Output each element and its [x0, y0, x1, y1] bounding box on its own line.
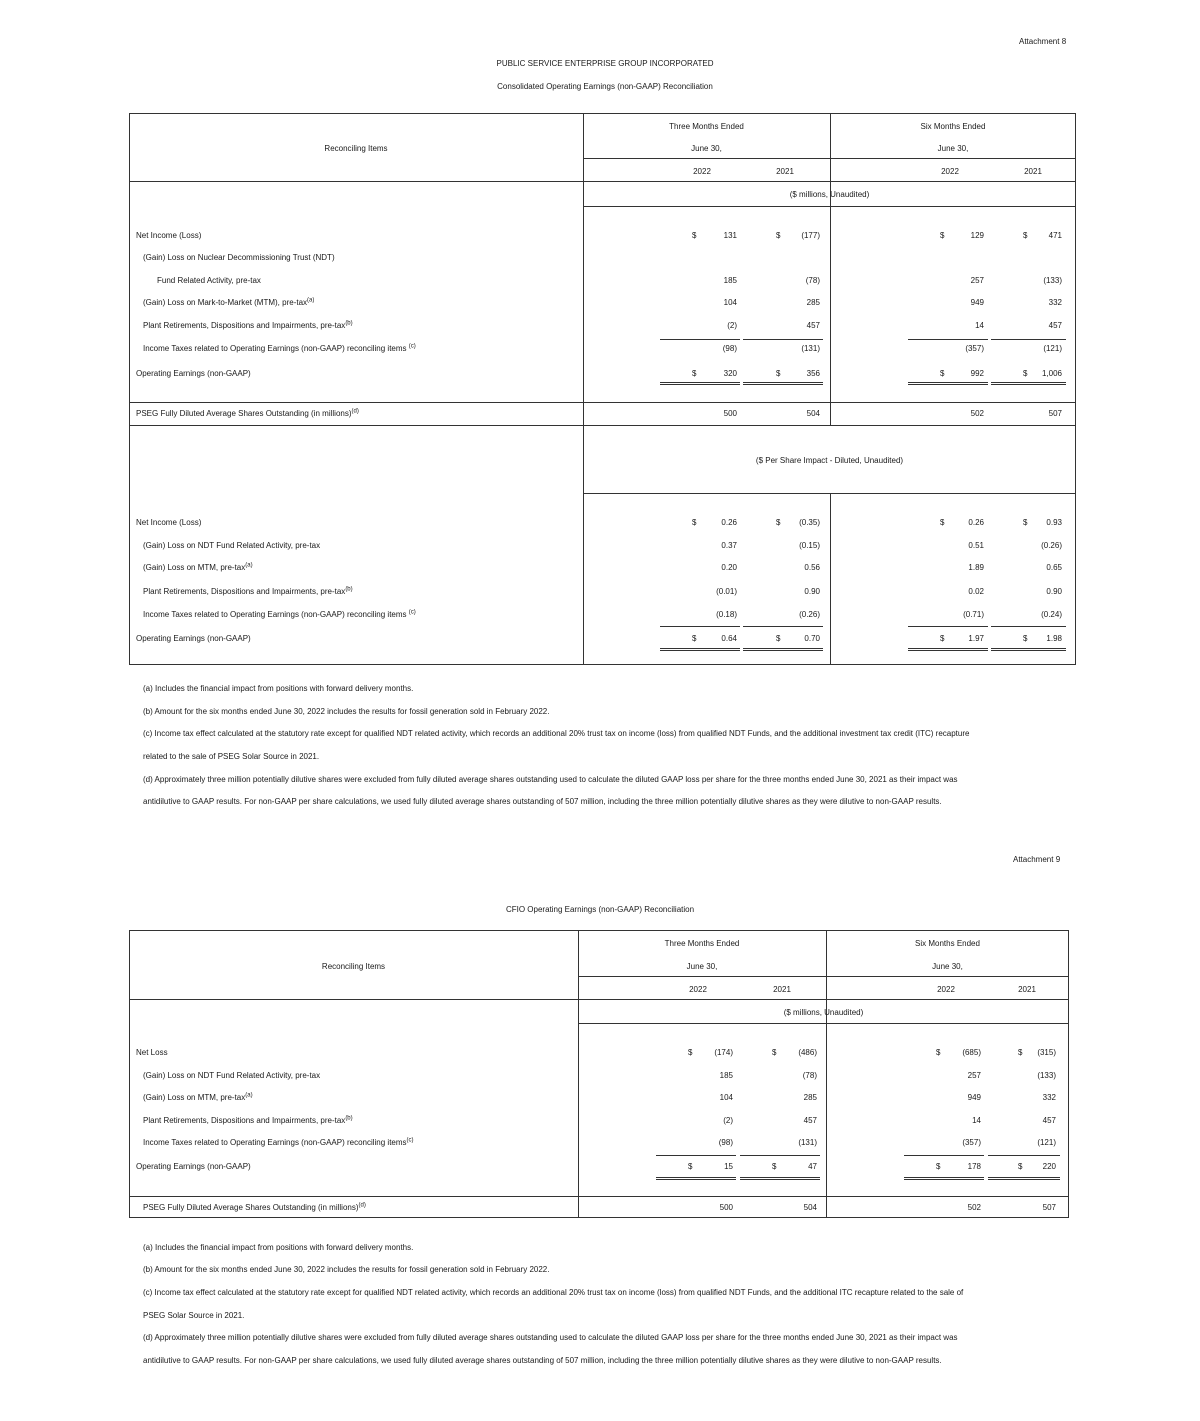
period-divider — [830, 493, 831, 665]
row-label — [143, 321, 353, 330]
dollar-sign: $ — [1023, 518, 1028, 527]
total-double-rule — [743, 648, 823, 651]
year-header: 2022 — [937, 985, 955, 994]
row-label-text: Plant Retirements, Dispositions and Impairments, pre-tax — [143, 587, 346, 596]
value-cell: 0.26 — [721, 518, 737, 527]
row-label-text: PSEG Fully Diluted Average Shares Outstanding (in millions) — [143, 1203, 359, 1212]
six-months-date: June 30, — [932, 962, 963, 971]
dollar-sign: $ — [692, 231, 697, 240]
value-cell: (78) — [805, 276, 820, 285]
units-label: ($ Per Share Impact - Diluted, Unaudited) — [755, 456, 904, 465]
value-cell: 502 — [970, 409, 984, 418]
value-cell: 285 — [806, 298, 820, 307]
footnote-marker: (a) — [245, 1092, 253, 1099]
subtotal-rule — [988, 1155, 1060, 1156]
header-rule — [583, 206, 1076, 207]
attachment-8-label: Attachment 8 — [1019, 37, 1067, 46]
section-rule — [129, 402, 1076, 403]
dollar-sign: $ — [776, 231, 781, 240]
three-months-header: Three Months Ended — [664, 939, 740, 948]
footnote-line: antidilutive to GAAP results. For non-GAAP per share calculations, we used fully diluted average shares outstanding of 507 million, including the three million potentially dilutive shares as they were dilutive to non-GAAP results. — [143, 797, 942, 806]
value-cell: 457 — [1048, 321, 1062, 330]
dollar-sign: $ — [1018, 1048, 1023, 1057]
footnote-line: (d) Approximately three million potentially dilutive shares were excluded from fully diluted average shares outstanding used to calculate the diluted GAAP loss per share for the three months ended June 30, 2021 as their impact was — [143, 775, 958, 784]
value-cell: (121) — [1043, 344, 1062, 353]
value-cell: 992 — [970, 369, 984, 378]
value-cell: 0.26 — [968, 518, 984, 527]
subtotal-rule — [908, 626, 988, 627]
value-cell: 457 — [803, 1116, 817, 1125]
value-cell: 14 — [975, 321, 984, 330]
value-cell: 502 — [967, 1203, 981, 1212]
section-rule — [129, 1196, 1069, 1197]
row-label-text: (Gain) Loss on MTM, pre-tax — [143, 1093, 246, 1102]
row-label — [136, 1048, 168, 1057]
row-label — [136, 409, 359, 418]
dollar-sign: $ — [940, 634, 945, 643]
row-label — [143, 1093, 253, 1102]
subtotal-rule — [656, 1155, 736, 1156]
row-label-text: Income Taxes related to Operating Earnings (non-GAAP) reconciling items — [143, 344, 409, 353]
value-cell: 504 — [803, 1203, 817, 1212]
value-cell: 1.98 — [1046, 634, 1062, 643]
total-double-rule — [660, 382, 740, 385]
subtotal-rule — [904, 1155, 984, 1156]
row-label — [143, 344, 416, 353]
reconciling-items-header: Reconciling Items — [321, 962, 386, 971]
footnote-marker: (a) — [245, 562, 253, 569]
value-cell: (0.26) — [799, 610, 820, 619]
row-label-text: Income Taxes related to Operating Earnings (non-GAAP) reconciling items — [143, 1138, 407, 1147]
row-label-text: Operating Earnings (non-GAAP) — [136, 369, 251, 378]
value-cell: 131 — [723, 231, 737, 240]
footnote-line: (c) Income tax effect calculated at the statutory rate except for qualified NDT related activity, which records an additional 20% trust tax on income (loss) from qualified NDT Funds, and the additional ITC recapture related to the sale of — [143, 1288, 964, 1297]
row-label-text: (Gain) Loss on MTM, pre-tax — [143, 563, 246, 572]
dollar-sign: $ — [1023, 231, 1028, 240]
subtotal-rule — [991, 626, 1066, 627]
value-cell: 332 — [1042, 1093, 1056, 1102]
subtotal-rule — [743, 626, 823, 627]
value-cell: 0.51 — [968, 541, 984, 550]
dollar-sign: $ — [688, 1162, 693, 1171]
dollar-sign: $ — [936, 1162, 941, 1171]
footnote-marker: (b) — [345, 1115, 353, 1122]
value-cell: 949 — [967, 1093, 981, 1102]
attachment-9-label: Attachment 9 — [1013, 855, 1061, 864]
year-header: 2021 — [773, 985, 791, 994]
row-label — [143, 541, 320, 550]
row-label-text: Net Income (Loss) — [136, 231, 202, 240]
table-subtitle: CFIO Operating Earnings (non-GAAP) Reconciliation — [505, 905, 695, 914]
value-cell: 14 — [972, 1116, 981, 1125]
subtotal-rule — [660, 626, 740, 627]
row-label-text: PSEG Fully Diluted Average Shares Outstanding (in millions) — [136, 409, 352, 418]
dollar-sign: $ — [776, 518, 781, 527]
footnote-line: (a) Includes the financial impact from positions with forward delivery months. — [143, 1243, 414, 1252]
year-header: 2021 — [776, 167, 794, 176]
row-label-text: (Gain) Loss on NDT Fund Related Activity, pre-tax — [143, 541, 321, 550]
subtotal-rule — [740, 1155, 820, 1156]
value-cell: 507 — [1042, 1203, 1056, 1212]
dollar-sign: $ — [940, 231, 945, 240]
value-cell: (0.15) — [799, 541, 820, 550]
value-cell: 0.65 — [1046, 563, 1062, 572]
row-label — [143, 253, 335, 262]
row-label-text: Income Taxes related to Operating Earnings (non-GAAP) reconciling items — [143, 610, 409, 619]
row-label-text: Plant Retirements, Dispositions and Impairments, pre-tax — [143, 321, 346, 330]
footnote-marker: (a) — [307, 297, 315, 304]
company-title: PUBLIC SERVICE ENTERPRISE GROUP INCORPORATED — [496, 59, 714, 68]
period-divider — [830, 206, 831, 402]
total-double-rule — [988, 1177, 1060, 1180]
dollar-sign: $ — [936, 1048, 941, 1057]
value-cell: (357) — [962, 1138, 981, 1147]
value-cell: (0.26) — [1041, 541, 1062, 550]
total-double-rule — [991, 648, 1066, 651]
value-cell: 185 — [723, 276, 737, 285]
row-label — [136, 634, 251, 643]
value-cell: (174) — [714, 1048, 733, 1057]
total-double-rule — [904, 1177, 984, 1180]
total-double-rule — [908, 648, 988, 651]
value-cell: 285 — [803, 1093, 817, 1102]
footnote-marker: (c) — [408, 609, 416, 616]
value-cell: (98) — [718, 1138, 733, 1147]
value-cell: 1.89 — [968, 563, 984, 572]
value-cell: (98) — [722, 344, 737, 353]
dollar-sign: $ — [692, 634, 697, 643]
footnote-marker: (c) — [408, 343, 416, 350]
row-label — [143, 587, 353, 596]
value-cell: (78) — [802, 1071, 817, 1080]
value-cell: (133) — [1037, 1071, 1056, 1080]
row-label — [143, 1071, 320, 1080]
subtotal-rule — [660, 339, 740, 340]
value-cell: (0.24) — [1041, 610, 1062, 619]
value-cell: 0.90 — [1046, 587, 1062, 596]
value-cell: 0.37 — [721, 541, 737, 550]
total-double-rule — [908, 382, 988, 385]
value-cell: 471 — [1048, 231, 1062, 240]
row-label-text: Plant Retirements, Dispositions and Impairments, pre-tax — [143, 1116, 346, 1125]
table-subtitle: Consolidated Operating Earnings (non-GAAP) Reconciliation — [497, 82, 713, 91]
dollar-sign: $ — [940, 518, 945, 527]
value-cell: 104 — [723, 298, 737, 307]
footnote-line: PSEG Solar Source in 2021. — [143, 1311, 245, 1320]
value-cell: (133) — [1043, 276, 1062, 285]
value-cell: (0.35) — [799, 518, 820, 527]
header-rule — [583, 158, 1076, 159]
total-double-rule — [660, 648, 740, 651]
subtotal-rule — [908, 339, 988, 340]
value-cell: 104 — [719, 1093, 733, 1102]
year-header: 2022 — [693, 167, 711, 176]
value-cell: 0.56 — [804, 563, 820, 572]
value-cell: (2) — [727, 321, 737, 330]
row-label — [136, 518, 201, 527]
total-double-rule — [743, 382, 823, 385]
footnote-marker: (d) — [358, 1202, 366, 1209]
six-months-date: June 30, — [937, 144, 969, 153]
value-cell: 0.90 — [804, 587, 820, 596]
value-cell: 0.70 — [804, 634, 820, 643]
value-cell: 500 — [719, 1203, 733, 1212]
value-cell: (2) — [723, 1116, 733, 1125]
row-label — [136, 231, 201, 240]
three-months-date: June 30, — [691, 144, 722, 153]
value-cell: 257 — [970, 276, 984, 285]
row-label-text: Net Loss — [136, 1048, 168, 1057]
dollar-sign: $ — [692, 369, 697, 378]
value-cell: 0.93 — [1046, 518, 1062, 527]
units-label: ($ millions, Unaudited) — [783, 1008, 864, 1017]
three-months-date: June 30, — [686, 962, 718, 971]
row-label — [136, 1162, 251, 1171]
six-months-header: Six Months Ended — [915, 939, 980, 948]
subtotal-rule — [991, 339, 1066, 340]
value-cell: 220 — [1042, 1162, 1056, 1171]
total-double-rule — [991, 382, 1066, 385]
dollar-sign: $ — [1023, 634, 1028, 643]
dollar-sign: $ — [772, 1048, 777, 1057]
value-cell: (0.01) — [716, 587, 737, 596]
row-label-text: Fund Related Activity, pre-tax — [157, 276, 261, 285]
footnote-line: (c) Income tax effect calculated at the statutory rate except for qualified NDT related activity, which records an additional 20% trust tax on income (loss) from qualified NDT Funds, and the additional investment tax credit (ITC) recapture — [143, 729, 970, 738]
value-cell: (315) — [1037, 1048, 1056, 1057]
year-header: 2021 — [1018, 985, 1036, 994]
row-label — [143, 610, 416, 619]
footnote-marker: (b) — [345, 586, 353, 593]
six-months-header: Six Months Ended — [920, 122, 986, 131]
subtotal-rule — [743, 339, 823, 340]
row-label-text: Operating Earnings (non-GAAP) — [136, 634, 251, 643]
value-cell: (177) — [801, 231, 820, 240]
dollar-sign: $ — [772, 1162, 777, 1171]
dollar-sign: $ — [776, 369, 781, 378]
value-cell: (121) — [1037, 1138, 1056, 1147]
row-label-text: (Gain) Loss on Nuclear Decommissioning Trust (NDT) — [143, 253, 335, 262]
row-label-text: (Gain) Loss on NDT Fund Related Activity, pre-tax — [143, 1071, 321, 1080]
value-cell: 0.02 — [968, 587, 984, 596]
value-cell: 356 — [806, 369, 820, 378]
footnote-line: (b) Amount for the six months ended June 30, 2022 includes the results for fossil generation sold in February 2022. — [143, 1265, 550, 1274]
dollar-sign: $ — [1023, 369, 1028, 378]
period-divider — [826, 1196, 827, 1218]
row-label — [143, 1116, 353, 1125]
value-cell: 320 — [723, 369, 737, 378]
year-header: 2022 — [941, 167, 959, 176]
value-cell: (131) — [798, 1138, 817, 1147]
row-label-text: (Gain) Loss on Mark-to-Market (MTM), pre-tax — [143, 298, 308, 307]
value-cell: 949 — [970, 298, 984, 307]
total-double-rule — [740, 1177, 820, 1180]
value-cell: 504 — [806, 409, 820, 418]
footnote-marker: (c) — [406, 1137, 414, 1144]
value-cell: 0.20 — [721, 563, 737, 572]
header-rule — [129, 999, 1069, 1000]
dollar-sign: $ — [1018, 1162, 1023, 1171]
value-cell: 1.97 — [968, 634, 984, 643]
value-cell: 15 — [724, 1162, 733, 1171]
value-cell: 129 — [970, 231, 984, 240]
year-header: 2021 — [1024, 167, 1042, 176]
row-label — [143, 563, 253, 572]
row-label — [143, 1203, 366, 1212]
row-label — [136, 369, 251, 378]
footnote-line: related to the sale of PSEG Solar Source in 2021. — [143, 752, 320, 761]
period-divider — [826, 1023, 827, 1196]
value-cell: 500 — [723, 409, 737, 418]
header-rule — [129, 181, 1076, 182]
value-cell: (357) — [965, 344, 984, 353]
value-cell: 457 — [806, 321, 820, 330]
footnote-marker: (d) — [351, 408, 359, 415]
value-cell: (0.18) — [716, 610, 737, 619]
row-label — [143, 1138, 414, 1147]
value-cell: 1,006 — [1041, 369, 1062, 378]
row-label — [143, 298, 314, 307]
value-cell: 257 — [967, 1071, 981, 1080]
value-cell: (685) — [962, 1048, 981, 1057]
value-cell: 332 — [1048, 298, 1062, 307]
value-cell: (486) — [798, 1048, 817, 1057]
row-label — [157, 276, 261, 285]
three-months-header: Three Months Ended — [669, 122, 744, 131]
value-cell: 185 — [719, 1071, 733, 1080]
section-rule — [129, 425, 1076, 426]
footnote-marker: (b) — [345, 320, 353, 327]
footnote-line: (b) Amount for the six months ended June 30, 2022 includes the results for fossil generation sold in February 2022. — [143, 707, 550, 716]
section-rule — [583, 493, 1076, 494]
dollar-sign: $ — [940, 369, 945, 378]
column-divider — [578, 930, 579, 1218]
value-cell: 457 — [1042, 1116, 1056, 1125]
value-cell: (0.71) — [963, 610, 984, 619]
reconciling-items-header: Reconciling Items — [324, 144, 388, 153]
footnote-line: antidilutive to GAAP results. For non-GAAP per share calculations, we used fully diluted average shares outstanding of 507 million, including the three million potentially dilutive shares as they were dilutive to non-GAAP results. — [143, 1356, 942, 1365]
units-label: ($ millions, Unaudited) — [789, 190, 870, 199]
value-cell: 507 — [1048, 409, 1062, 418]
dollar-sign: $ — [692, 518, 697, 527]
value-cell: 178 — [967, 1162, 981, 1171]
dollar-sign: $ — [688, 1048, 693, 1057]
row-label-text: Net Income (Loss) — [136, 518, 202, 527]
value-cell: 0.64 — [721, 634, 737, 643]
footnote-line: (d) Approximately three million potentially dilutive shares were excluded from fully diluted average shares outstanding used to calculate the diluted GAAP loss per share for the three months ended June 30, 2021 as their impact was — [143, 1333, 958, 1342]
footnote-line: (a) Includes the financial impact from positions with forward delivery months. — [143, 684, 414, 693]
dollar-sign: $ — [776, 634, 781, 643]
header-rule — [578, 976, 1069, 977]
value-cell: 47 — [808, 1162, 817, 1171]
header-rule — [578, 1023, 1069, 1024]
row-label-text: Operating Earnings (non-GAAP) — [136, 1162, 251, 1171]
period-divider — [830, 402, 831, 425]
year-header: 2022 — [689, 985, 707, 994]
total-double-rule — [656, 1177, 736, 1180]
value-cell: (131) — [801, 344, 820, 353]
